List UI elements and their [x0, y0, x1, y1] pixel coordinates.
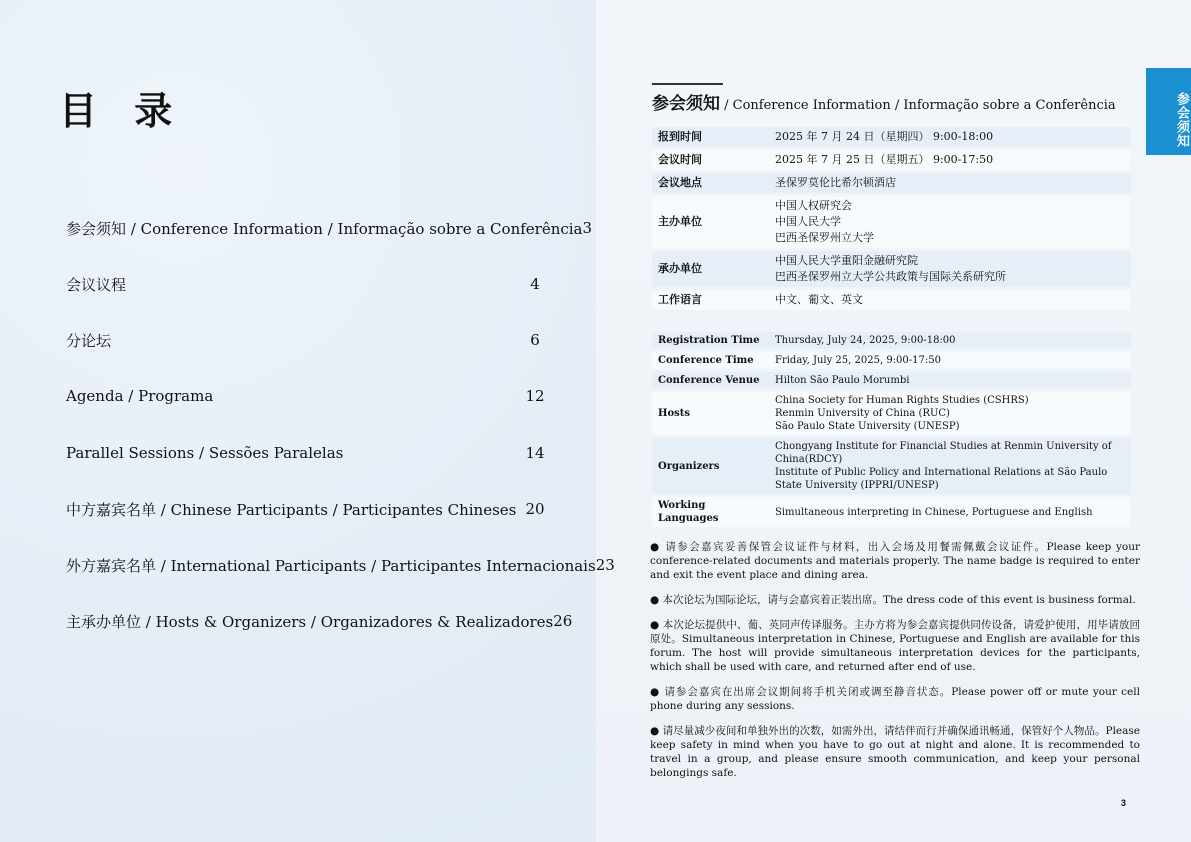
row-key: 工作语言: [652, 290, 769, 310]
toc-item-international-participants[interactable]: [66, 549, 615, 581]
table-row: [652, 392, 1131, 435]
row-key: 会议时间: [652, 150, 769, 170]
row-line: 中文、葡文、英文: [775, 293, 863, 306]
row-key: Working Languages: [652, 497, 769, 527]
row-line: Chongyang Institute for Financial Studies at Renmin University of China(RDCY): [775, 441, 1112, 465]
section-divider: [652, 83, 723, 85]
toc-item-sub-forum[interactable]: [66, 324, 550, 356]
row-value: [769, 173, 1131, 193]
info-table-cn: [652, 124, 1131, 313]
row-key: 报到时间: [652, 127, 769, 147]
row-line: 中国人民大学重阳金融研究院: [775, 254, 918, 267]
table-row: [652, 251, 1131, 287]
table-row: [652, 290, 1131, 310]
row-value: [769, 332, 1131, 349]
note-item: ● 本次论坛提供中、葡、英同声传译服务。主办方将为参会嘉宾提供同传设备，请爱护使用，用毕请放回原处。Simultaneous interpretation in Chinese, Portuguese and English are available for this forum. The host will provide simultaneous interpretation devices for the participants, which shall be used with care, and returned after end of use.: [650, 619, 1140, 673]
row-line: Friday, July 25, 2025, 9:00-17:50: [775, 355, 941, 366]
toc-item-label: 主承办单位 / Hosts & Organizers / Organizadores & Realizadores: [66, 612, 554, 631]
row-key: 会议地点: [652, 173, 769, 193]
row-value: [769, 196, 1131, 248]
row-line: Institute of Public Policy and International Relations at São Paulo State University (IPPRI/UNESP): [775, 467, 1108, 491]
toc-item-parallel-sessions[interactable]: [66, 437, 550, 469]
table-row: [652, 332, 1131, 349]
table-row: [652, 372, 1131, 389]
row-value: [769, 150, 1131, 170]
toc-item-label: 中方嘉宾名单 / Chinese Participants / Participantes Chineses: [66, 500, 517, 519]
toc-item-label: Agenda / Programa: [66, 387, 214, 405]
note-item: ● 请参会嘉宾妥善保管会议证件与材料，出入会场及用餐需佩戴会议证件。Please keep your conference-related documents and materials properly. The name badge is required to enter and exit the event place and dining area.: [650, 541, 1140, 581]
section-title-cn: 参会须知: [652, 94, 720, 114]
row-key: Organizers: [652, 438, 769, 494]
table-row: [652, 438, 1131, 494]
toc-item-page: 12: [525, 387, 545, 405]
row-line: Thursday, July 24, 2025, 9:00-18:00: [775, 335, 956, 346]
row-value: [769, 372, 1131, 389]
table-row: [652, 173, 1131, 193]
info-table-en: [652, 329, 1131, 530]
toc-title: 目 录: [59, 88, 185, 133]
note-item: ● 请尽量减少夜间和单独外出的次数，如需外出，请结伴而行并确保通讯畅通，保管好个人物品。Please keep safety in mind when you have to go out at night and alone. It is recommended to travel in a group, and please ensure smooth communication, and keep your personal belongings safe.: [650, 725, 1140, 779]
table-row: [652, 497, 1131, 527]
row-value: [769, 438, 1131, 494]
row-key: Hosts: [652, 392, 769, 435]
row-line: 中国人权研究会: [775, 199, 852, 212]
toc-item-label: 参会须知 / Conference Information / Informação sobre a Conferência: [66, 219, 583, 238]
row-line: 巴西圣保罗州立大学: [775, 231, 874, 244]
toc-item-page: 14: [525, 444, 545, 462]
row-value: [769, 392, 1131, 435]
table-row: [652, 150, 1131, 170]
toc-item-page: 20: [525, 500, 545, 518]
row-line: 圣保罗莫伦比希尔顿酒店: [775, 176, 896, 189]
page-number: 3: [1121, 798, 1127, 808]
toc-item-agenda[interactable]: [66, 380, 550, 412]
toc-item-hosts-organizers[interactable]: [66, 605, 573, 637]
row-value: [769, 352, 1131, 369]
row-line: 巴西圣保罗州立大学公共政策与国际关系研究所: [775, 270, 1006, 283]
toc-item-agenda-cn[interactable]: [66, 268, 550, 300]
toc-item-label: 分论坛: [66, 331, 112, 350]
toc-item-page: 4: [530, 275, 540, 293]
toc-item-label: Parallel Sessions / Sessões Paralelas: [66, 444, 344, 462]
toc-item-label: 外方嘉宾名单 / International Participants / Participantes Internacionais: [66, 556, 596, 575]
note-item: ● 本次论坛为国际论坛，请与会嘉宾着正装出席。The dress code of this event is business formal.: [650, 594, 1136, 606]
row-key: Conference Venue: [652, 372, 769, 389]
row-line: China Society for Human Rights Studies (CSHRS): [775, 395, 1029, 406]
toc-item-chinese-participants[interactable]: [66, 493, 550, 525]
side-tab-label: 参会须知: [1174, 91, 1189, 148]
section-title: [652, 89, 1116, 114]
section-title-en: Conference Information / Informação sobre a Conferência: [732, 98, 1116, 113]
row-line: São Paulo State University (UNESP): [775, 421, 960, 432]
row-key: 承办单位: [652, 251, 769, 287]
row-value: [769, 497, 1131, 527]
row-key: Registration Time: [652, 332, 769, 349]
notes-list: [650, 540, 1140, 791]
row-key: Conference Time: [652, 352, 769, 369]
toc-item-page: 3: [582, 219, 593, 237]
row-value: [769, 290, 1131, 310]
row-key: 主办单位: [652, 196, 769, 248]
row-value: [769, 127, 1131, 147]
row-line: 中国人民大学: [775, 215, 841, 228]
row-line: Simultaneous interpreting in Chinese, Portuguese and English: [775, 506, 1093, 518]
note-item: ● 请参会嘉宾在出席会议期间将手机关闭或调至静音状态。Please power off or mute your cell phone during any sessions.: [650, 686, 1140, 712]
section-title-sep: /: [720, 98, 733, 113]
row-line: Hilton São Paulo Morumbi: [775, 375, 910, 386]
toc-item-label: 会议议程: [66, 275, 127, 294]
row-line: 2025 年 7 月 25 日（星期五） 9:00-17:50: [775, 153, 994, 166]
table-row: [652, 127, 1131, 147]
toc-item-page: 26: [553, 612, 573, 630]
row-line: Renmin University of China (RUC): [775, 408, 950, 419]
side-tab[interactable]: [1146, 68, 1191, 155]
toc-item-page: 6: [530, 331, 540, 349]
toc-item-conference-info[interactable]: [66, 212, 593, 244]
table-row: [652, 352, 1131, 369]
table-row: [652, 196, 1131, 248]
row-line: 2025 年 7 月 24 日（星期四） 9:00-18:00: [775, 130, 994, 143]
row-value: [769, 251, 1131, 287]
toc-item-page: 23: [595, 556, 615, 574]
